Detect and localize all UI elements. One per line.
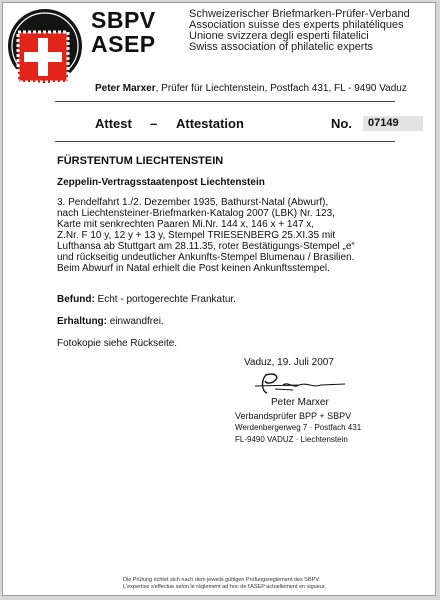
handwritten-signature <box>253 371 347 397</box>
photocopy-note: Fotokopie siehe Rückseite. <box>57 338 178 349</box>
erhaltung-line <box>57 316 164 327</box>
signer-name: Peter Marxer <box>271 397 329 408</box>
divider-top <box>55 101 395 102</box>
footer-note-de: Die Prüfung richtet sich nach dem jeweils gültigen Prüfungsreglement des SBPV. <box>123 577 320 583</box>
association-name-fr: Association suisse des experts philatéliques <box>189 19 404 31</box>
erhaltung-label: Erhaltung: <box>57 316 107 327</box>
attestation-label: Attestation <box>176 116 244 131</box>
signature-date: Vaduz, 19. Juli 2007 <box>244 357 334 368</box>
subject-title: Zeppelin-Vertragsstaatenpost Liechtenstein <box>57 177 265 188</box>
description-line: nach Liechtensteiner-Briefmarken-Katalog 2007 (LBK) Nr. 123, <box>57 208 335 219</box>
befund-label: Befund: <box>57 294 95 305</box>
association-name-de: Schweizerischer Briefmarken-Prüfer-Verband <box>189 8 410 20</box>
divider-bottom <box>55 141 395 142</box>
expert-details: , Prüfer für Liechtenstein, Postfach 431, FL - 9490 Vaduz <box>155 83 407 94</box>
attest-document <box>2 2 436 596</box>
description-line: 3. Pendelfahrt 1./2. Dezember 1935, Bathurst-Natal (Abwurf), <box>57 197 329 208</box>
expert-line <box>95 83 407 94</box>
country-title: FÜRSTENTUM LIECHTENSTEIN <box>57 155 224 167</box>
description-paragraph <box>57 197 355 274</box>
number-label: No. <box>331 116 352 131</box>
attest-number: 07149 <box>363 116 423 131</box>
description-line: Z.Nr. F 10 y, 12 y + 13 y, Stempel TRIESENBERG 25.XI.35 mit <box>57 230 336 241</box>
description-line: Beim Abwurf in Natal erhielt die Post keinen Ankunftsstempel. <box>57 263 330 274</box>
signer-role: Verbandsprüfer BPP + SBPV <box>235 411 352 421</box>
signer-address: Werdenbergerweg 7 · Postfach 431 <box>235 423 362 432</box>
swiss-cross-stamp-icon <box>5 6 85 90</box>
association-name-it: Unione svizzera degli esperti filatelici <box>189 30 369 42</box>
expert-name: Peter Marxer <box>95 83 156 94</box>
erhaltung-value: einwandfrei. <box>107 316 164 327</box>
description-line: Karte mit senkrechten Paaren Mi.Nr. 144 x, 146 x + 147 x, <box>57 219 315 230</box>
footer-note-fr: L'expertise s'effectue selon le règlement ad hoc de l'ASEP actuellement en vigueur. <box>123 584 326 590</box>
association-name-en: Swiss association of philatelic experts <box>189 41 374 53</box>
brand-asep: ASEP <box>91 31 156 57</box>
befund-line <box>57 294 236 305</box>
brand-sbpv: SBPV <box>91 7 156 33</box>
signer-city: FL-9490 VADUZ · Liechtenstein <box>235 435 348 444</box>
description-line: Lufthansa ab Stuttgart am 28.11.35, roter Bestätigungs-Stempel „e“ <box>57 241 355 252</box>
attest-label: Attest <box>95 116 132 131</box>
befund-value: Echt - portogerechte Frankatur. <box>94 294 236 305</box>
attest-dash: – <box>150 116 158 131</box>
description-line: und rückseitig undeutlicher Ankunfts-Stempel Blumenau / Brasilien. <box>57 252 355 263</box>
